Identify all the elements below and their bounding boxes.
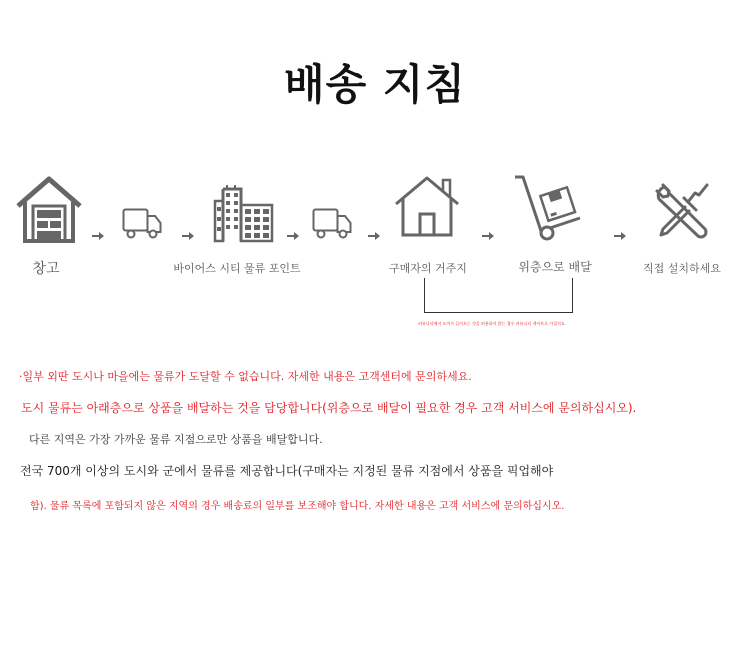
step-label-city-logistics-point: 바이어스 시티 물류 포인트 [173,262,301,275]
delivery-truck-icon [122,208,162,240]
bracket-connector [424,278,573,313]
bracket-note: 커뮤니티에서 도어가 들어오는 것을 허용하지 않는 경우 커뮤니티 게이트로 가집지요. [418,321,566,326]
arrow-right-icon [368,226,380,245]
note-line-3: 다른 지역은 가장 가까운 물류 지점으로만 상품을 배달합니다. [29,433,323,446]
house-icon [394,174,460,238]
delivery-truck-icon [312,208,352,240]
arrow-right-icon [482,226,494,245]
delivery-flow [0,170,750,280]
arrow-right-icon [287,226,299,245]
note-line-5: 함). 물류 목록에 포함되지 않은 지역의 경우 배송료의 일부를 보조해야 합니다. 자세한 내용은 고객 서비스에 문의하십시오. [30,501,565,512]
arrow-right-icon [182,226,194,245]
warehouse-icon [16,176,82,244]
arrow-right-icon [92,226,104,245]
city-buildings-icon [213,183,275,243]
step-label-buyer-residence: 구매자의 거주지 [389,262,467,275]
step-label-self-install: 직접 설치하세요 [643,262,721,275]
tools-icon [655,183,711,239]
note-line-4: 전국 700개 이상의 도시와 군에서 물류를 제공합니다(구매자는 지정된 물류 지점에서 상품을 픽업해야 [20,464,554,478]
step-label-upstairs-delivery: 위층으로 배달 [518,260,592,274]
note-line-1: ·일부 외딴 도시나 마을에는 물류가 도달할 수 없습니다. 자세한 내용은 고객센터에 문의하세요. [19,370,472,383]
step-label-warehouse: 창고 [32,261,60,277]
hand-truck-icon [514,175,584,243]
arrow-right-icon [614,226,626,245]
page-title: 배송 지침 [284,60,466,109]
note-line-2: 도시 물류는 아래층으로 상품을 배달하는 것을 담당합니다(위층으로 배달이 필요한 경우 고객 서비스에 문의하십시오). [21,401,637,415]
